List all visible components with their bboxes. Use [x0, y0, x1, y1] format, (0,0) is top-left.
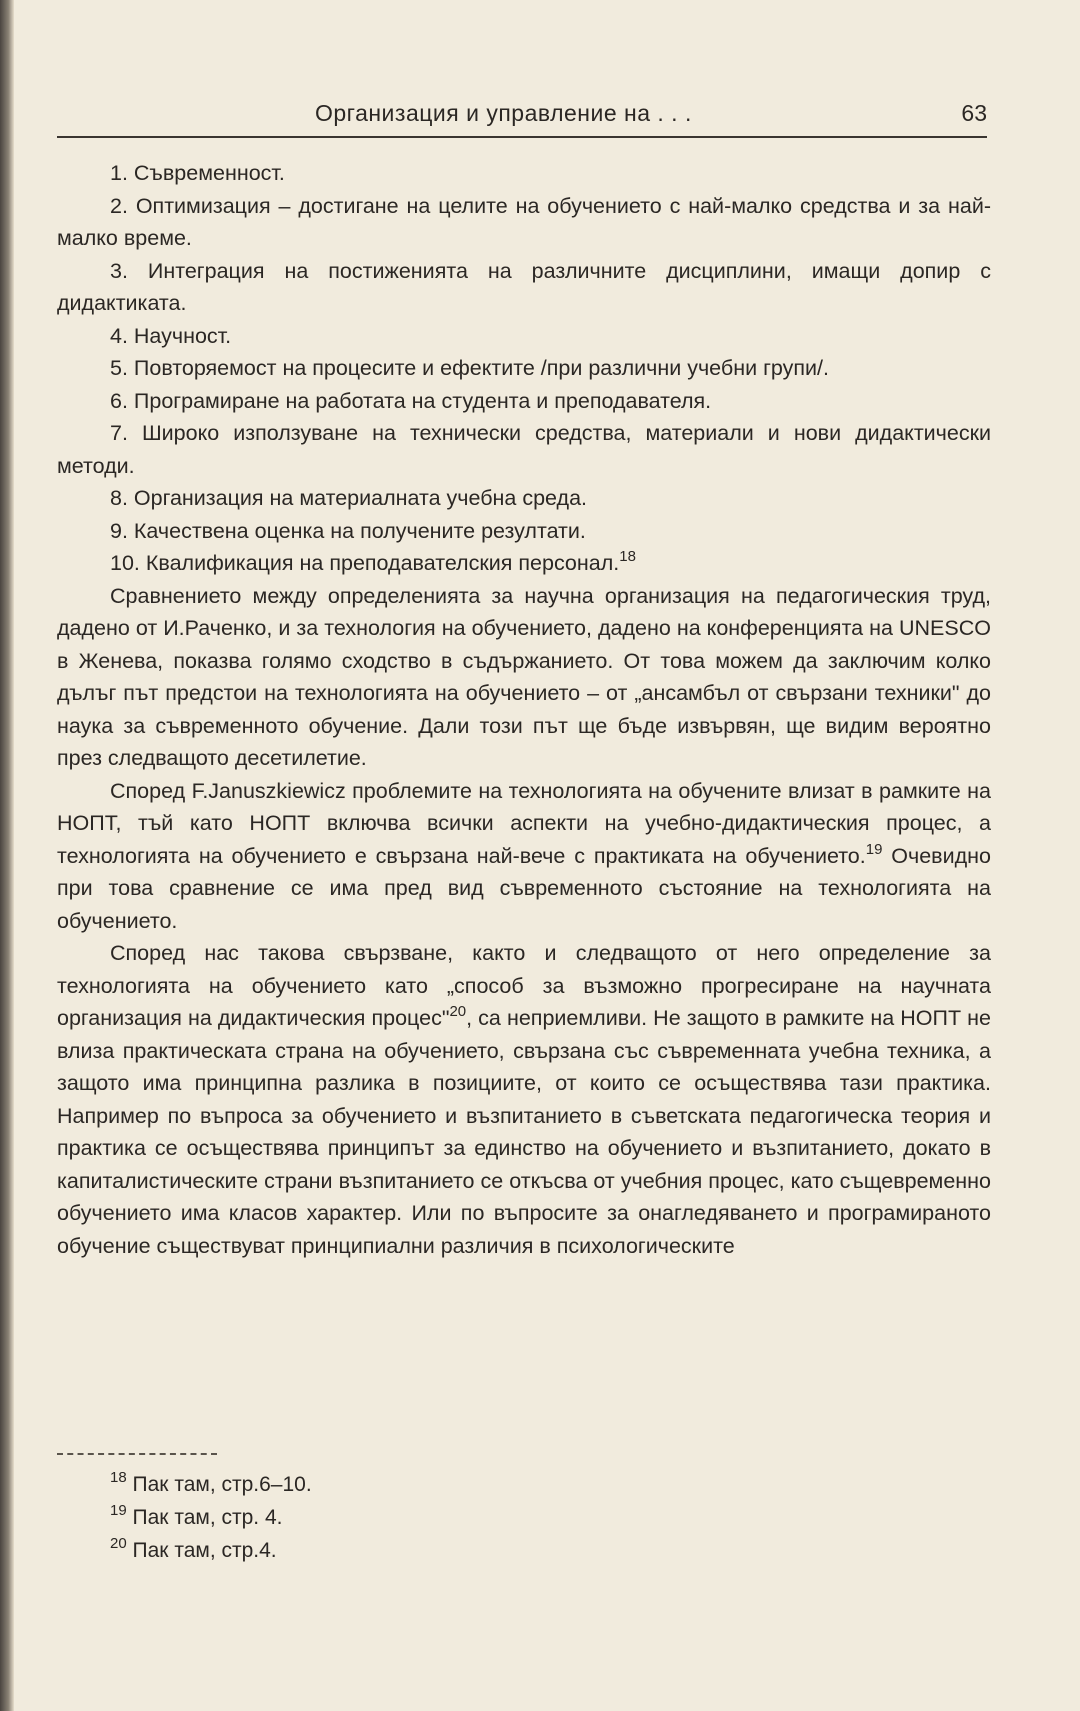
- footnote-text: Пак там, стр.4.: [132, 1539, 277, 1562]
- list-item-10-text: 10. Квалификация на преподавателския персонал.: [110, 551, 620, 575]
- footnote-ref-19: 19: [865, 840, 883, 858]
- footnote-ref-18: 18: [619, 548, 636, 565]
- paragraph-januszkiewicz: [57, 775, 991, 938]
- paragraph-januszkiewicz-text: Според F.Januszkiewicz проблемите на технологията на обучените влизат в рамките на НОПТ, тъй като НОПТ включва всички аспекти на учебно-дидактическия процес, а технологията на обучението е свързана най-вече с практиката на обучението.: [57, 778, 991, 868]
- paragraph-comparison: Сравнението между определенията за научна организация на педагогическия труд, дадено от И.Раченко, и за технология на обучението, дадено на конференцията на UNESCO в Женева, показва голямо сходство в съдържанието. От това можем да заключим колко дълъг път предстои на технологията на обучението – от „ансамбъл от свързани техники" до наука за съвременното обучение. Дали този път ще бъде извървян, ще видим вероятно през следващото десетилетие.: [57, 583, 991, 770]
- paragraph-our-view: [57, 937, 991, 1262]
- footnotes: [110, 1468, 312, 1567]
- running-title: Организация и управление на . . .: [315, 100, 692, 126]
- page-binding-edge: [0, 0, 14, 1711]
- footnote: [110, 1501, 312, 1534]
- list-item: 5. Повторяемост на процесите и ефектите /при различни учебни групи/.: [110, 356, 829, 380]
- list-item: 7. Широко използуване на технически средства, материали и нови дидактически методи.: [57, 421, 991, 478]
- paragraph-januszkiewicz-text-cont: Очевидно при това сравнение се има пред вид съвременното състояние на технологията на обучението.: [57, 843, 991, 933]
- footnote-number: 18: [110, 1469, 127, 1486]
- list-item: 8. Организация на материалната учебна среда.: [110, 486, 587, 510]
- list-item-10: [57, 547, 991, 580]
- footnote-text: Пак там, стр. 4.: [132, 1506, 283, 1529]
- footnote-number: 19: [110, 1502, 127, 1519]
- footnote: [110, 1534, 312, 1567]
- paragraph-our-view-text: Според нас такова свързване, както и следващото от него определение за технологията на обучението като „способ за възможно прогресиране на научната организация на дидактическия процес": [57, 941, 991, 1030]
- body-text: [57, 157, 991, 1262]
- page-header: [57, 96, 987, 138]
- footnote-text: Пак там, стр.6–10.: [132, 1473, 312, 1496]
- list-item: 3. Интеграция на постиженията на различните дисциплини, имащи допир с дидактиката.: [57, 258, 991, 315]
- footnote-number: 20: [110, 1535, 127, 1552]
- list-item: 6. Програмиране на работата на студента и преподавателя.: [110, 388, 712, 413]
- list-item: 4. Научност.: [110, 323, 232, 348]
- list-item: 1. Съвременност.: [110, 161, 285, 185]
- footnote: [110, 1468, 312, 1501]
- page-number: 63: [961, 100, 987, 126]
- footnote-divider: [57, 1453, 217, 1455]
- list-item: 9. Качествена оценка на получените резултати.: [110, 518, 586, 543]
- list-item: 2. Оптимизация – достигане на целите на обучението с най-малко средства и за най-малко време.: [57, 193, 991, 250]
- paragraph-our-view-text-cont: , са неприемливи. Не защото в рамките на НОПТ не влиза практическата страна на обучението, свързана със съвременната учебна техника, а защото има принципна разлика в позициите, от които се осъществява тази практика. Например по въпроса за обучението и възпитанието в съветската педагогическа теория и практика се осъществява принципът за единство на обучението и възпитанието, докато в капиталистическите страни възпитанието се откъсва от учебния процес, като същевременно обучението има класов характер. Или по въпросите за онагледяването и програмираното обучение съществуват принципиални различия в психологическите: [57, 1006, 991, 1258]
- footnote-ref-20: 20: [449, 1003, 467, 1020]
